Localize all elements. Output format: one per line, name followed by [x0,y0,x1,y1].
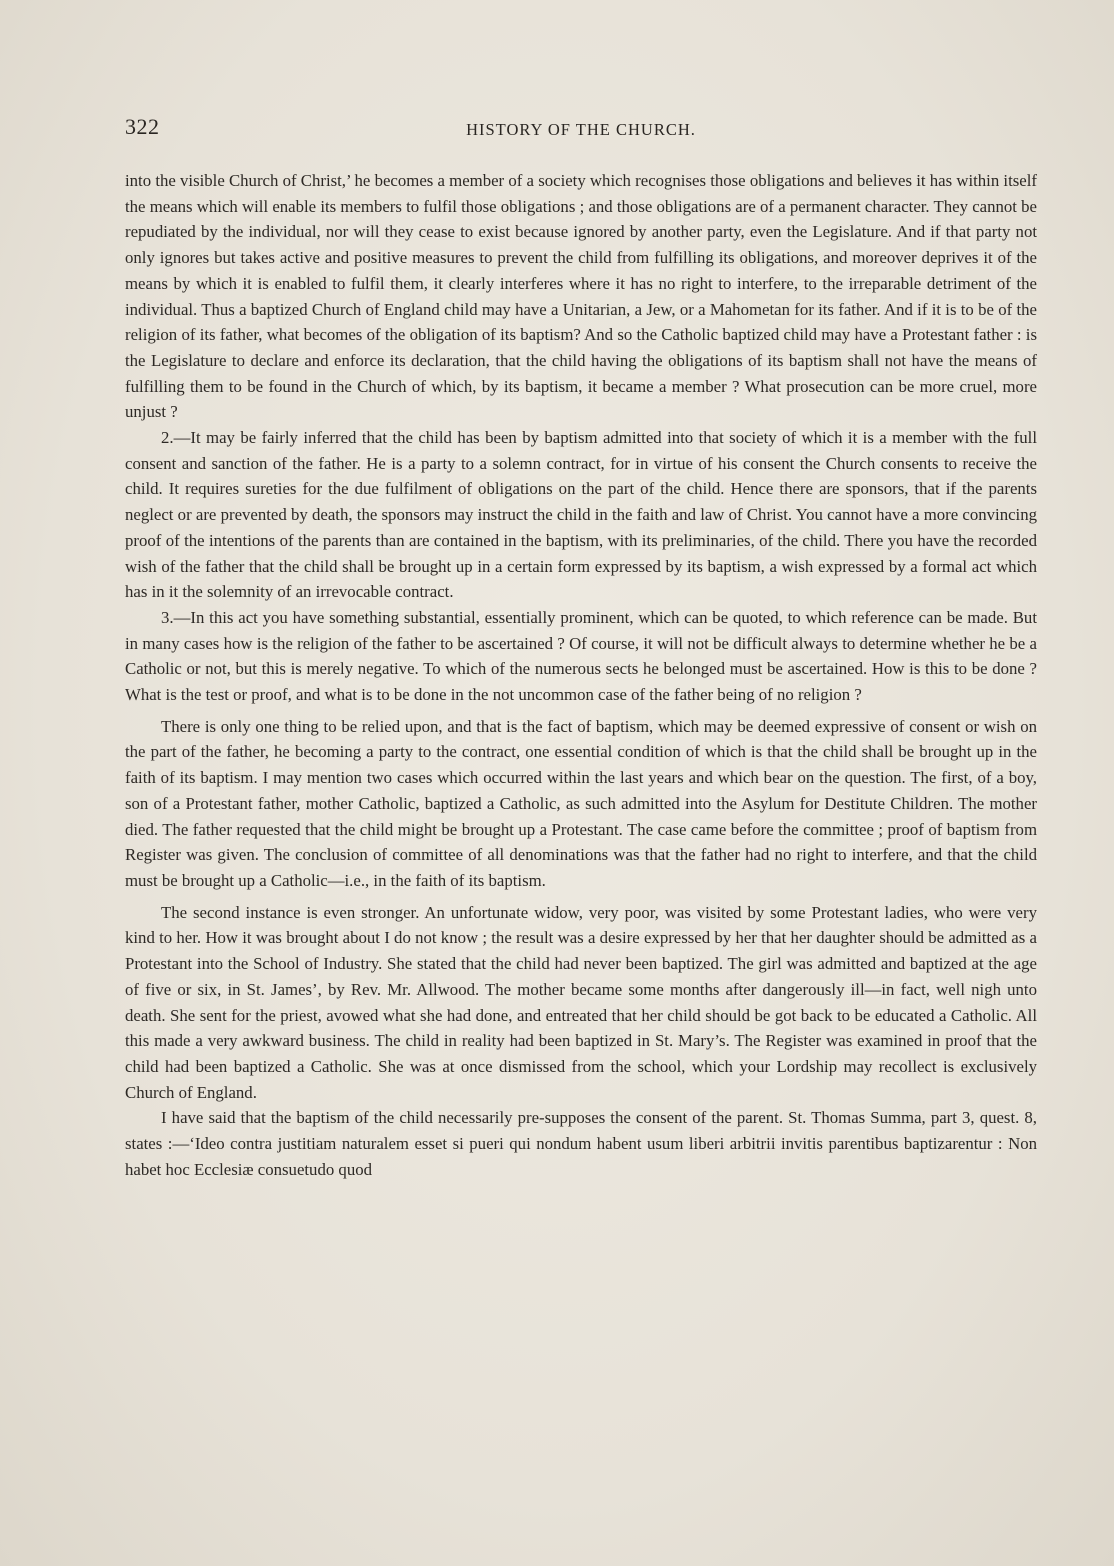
paragraph-baptism-cases: There is only one thing to be relied upon, and that is the fact of baptism, which may be deemed expressive of consent or wish on the part of the father, he becoming a party to the contract, one essential condition of which is that the child shall be brought up in the faith of its baptism. I may mention two cases which occurred within the last years and which bear on the question. The first, of a boy, son of a Protestant father, mother Catholic, baptized a Catholic, as such admitted into the Asylum for Destitute Children. The mother died. The father requested that the child might be brought up a Protestant. The case came before the committee ; proof of baptism from Register was given. The conclusion of committee of all denominations was that the father had no right to interfere, and that the child must be brought up a Catholic—i.e., in the faith of its baptism. [125,716,1037,890]
paragraph-point-3: 3.—In this act you have something substantial, essentially prominent, which can be quoted, to which reference can be made. But in many cases how is the religion of the father to be ascertained ? Of course, it will not be difficult always to determine whether he be a Catholic or not, but this is merely negative. To which of the numerous sects he belonged must be ascertained. How is this to be done ? What is the test or proof, and what is to be done in the not uncommon case of the father being of no religion ? [125,607,1037,705]
page-number: 322 [125,114,160,139]
paragraph-continued: into the visible Church of Christ,’ he becomes a member of a society which recognises those obligations and believes it has within itself the means which will enable its members to fulfil those obligations ; and those obligations are of a permanent character. They cannot be repudiated by the individual, nor will they cease to exist because ignored by another party, even the Legislature. And if that party not only ignores but takes active and positive measures to prevent the child from fulfilling its obligations, and moreover deprives it of the means by which it is enabled to fulfil them, it clearly interferes where it has no right to interfere, to the irreparable detriment of the individual. Thus a baptized Church of England child may have a Unitarian, a Jew, or a Mahometan for its father. And if it is to be of the religion of its father, what becomes of the obligation of its baptism? And so the Catholic baptized child may have a Protestant father : is the Legislature to declare and enforce its declaration, that the child having the obligations of its baptism shall not have the means of fulfilling them to be found in the Church of which, by its baptism, it became a member ? What prosecution can be more cruel, more unjust ? [125,171,1037,422]
paragraph-second-instance: The second instance is even stronger. An unfortunate widow, very poor, was visited by some Protestant ladies, who were very kind to her. How it was brought about I do not know ; the result was a desire expressed by her that her daughter should be admitted as a Protestant into the School of Industry. She stated that the child had never been baptized. The girl was admitted and baptized at the age of five or six, in St. James’, by Rev. Mr. Allwood. The mother became some months after dangerously ill—in fact, well nigh unto death. She sent for the priest, avowed what she had done, and entreated that her child should be got back to be educated a Catholic. All this made a very awkward business. The child in reality had been baptized in St. Mary’s. The Register was examined in proof that the child had been baptized a Catholic. She was at once dismissed from the school, which your Lordship may recollect is exclusively Church of England. [125,902,1037,1102]
page-header [125,114,1037,144]
paragraph-consent: I have said that the baptism of the child necessarily pre-supposes the consent of the parent. St. Thomas Summa, part 3, quest. 8, states :—‘Ideo contra justitiam naturalem esset si pueri qui nondum habent usum liberi arbitrii invitis parentibus baptizarentur : Non habet hoc Ecclesiæ consuetudo quod [125,1108,1037,1179]
running-title: HISTORY OF THE CHURCH. [466,120,696,139]
paragraph-point-2: 2.—It may be fairly inferred that the child has been by baptism admitted into that society of which it is a member with the full consent and sanction of the father. He is a party to a solemn contract, for in virtue of his consent the Church consents to receive the child. It requires sureties for the due fulfilment of obligations on the part of the child. Hence there are sponsors, that if the parents neglect or are prevented by death, the sponsors may instruct the child in the faith and law of Christ. You cannot have a more convincing proof of the intentions of the parents than are contained in the baptism, with its preliminaries, of the child. There you have the recorded wish of the father that the child shall be brought up in a certain form expressed by its baptism, a wish expressed by a formal act which has in it the solemnity of an irrevocable contract. [125,428,1037,602]
body-text [125,168,1037,1182]
